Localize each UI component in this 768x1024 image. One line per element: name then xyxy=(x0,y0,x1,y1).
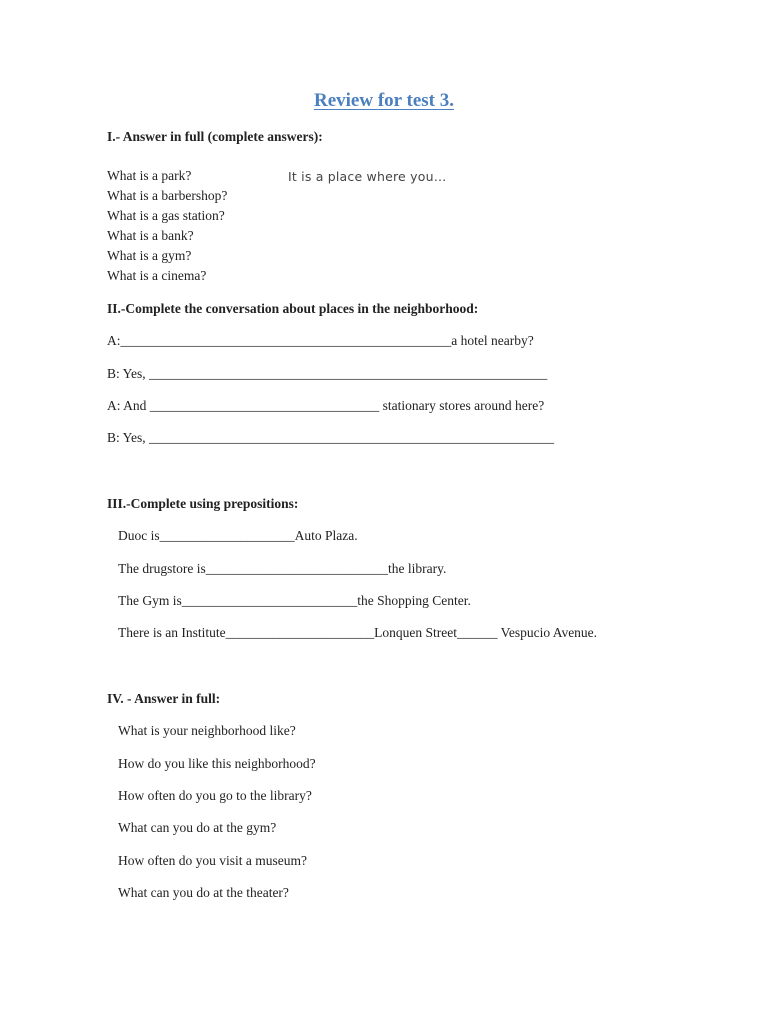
question-gym: What is a gym? xyxy=(107,248,192,263)
page-title: Review for test 3. xyxy=(314,90,454,111)
section-2-heading: II.-Complete the conversation about places in the neighborhood: xyxy=(107,301,479,316)
preposition-line: The drugstore is___________________________the library. xyxy=(118,561,447,576)
preposition-line: There is an Institute______________________Lonquen Street______ Vespucio Avenue. xyxy=(118,625,598,640)
question-library: How often do you go to the library? xyxy=(118,788,312,803)
conversation-line: B: Yes, ____________________________________________________________ xyxy=(107,430,555,445)
example-answer: It is a place where you… xyxy=(288,169,447,184)
section-4-heading: IV. - Answer in full: xyxy=(107,691,221,706)
question-gas-station: What is a gas station? xyxy=(107,208,225,223)
question-bank: What is a bank? xyxy=(107,228,194,243)
question-cinema: What is a cinema? xyxy=(107,268,207,283)
question-barbershop: What is a barbershop? xyxy=(107,188,228,203)
preposition-line: The Gym is__________________________the Shopping Center. xyxy=(118,593,471,608)
section-3-heading: III.-Complete using prepositions: xyxy=(107,496,299,511)
section-1-heading: I.- Answer in full (complete answers): xyxy=(107,129,323,144)
conversation-line: B: Yes, ___________________________________________________________ xyxy=(107,366,548,381)
question-gym-activities: What can you do at the gym? xyxy=(118,820,277,835)
question-like-neighborhood: How do you like this neighborhood? xyxy=(118,756,316,771)
conversation-line: A: And __________________________________ stationary stores around here? xyxy=(107,398,545,413)
preposition-line: Duoc is____________________Auto Plaza. xyxy=(118,528,358,543)
question-park: What is a park? xyxy=(107,168,192,183)
conversation-line: A:_________________________________________________a hotel nearby? xyxy=(107,333,534,348)
question-theater: What can you do at the theater? xyxy=(118,885,289,900)
question-museum: How often do you visit a museum? xyxy=(118,853,307,868)
question-neighborhood-like: What is your neighborhood like? xyxy=(118,723,296,738)
